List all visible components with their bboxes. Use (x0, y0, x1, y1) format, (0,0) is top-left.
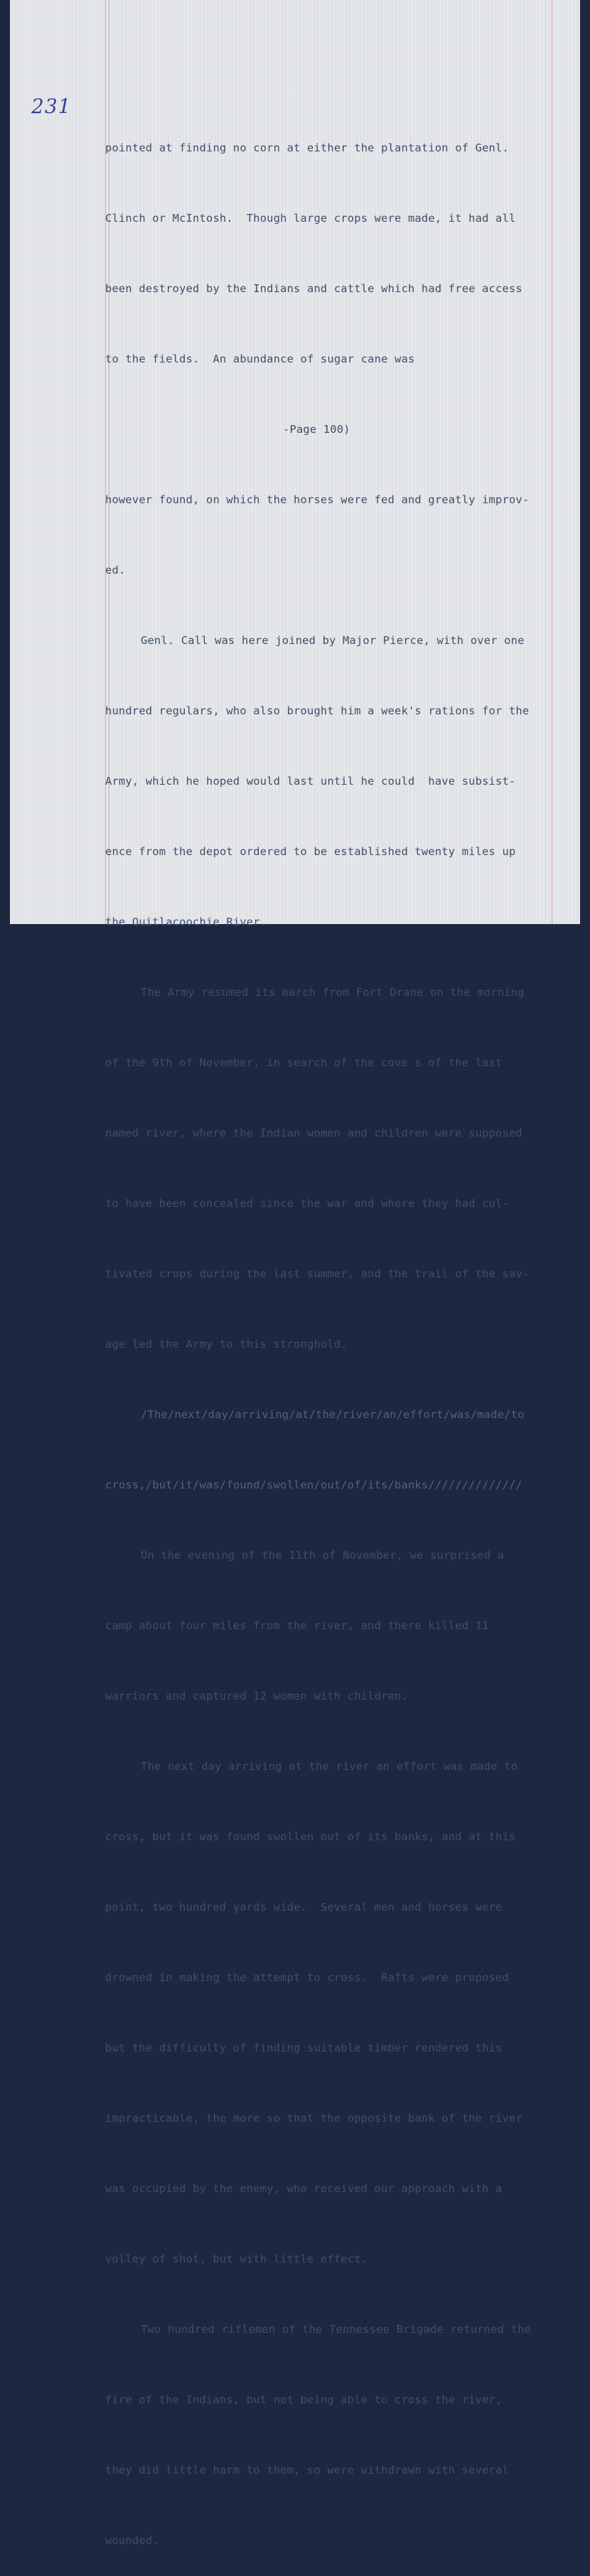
page-marker: -Page 100) (283, 423, 350, 436)
text-line: Genl. Call was here joined by Major Pierce, with over one (141, 634, 525, 647)
text-line: hundred regulars, who also brought him a week's rations for the (105, 704, 530, 717)
text-line: however found, on which the horses were fed and greatly improv- (105, 493, 530, 506)
text-line: volley of shot, but with little effect. (105, 2253, 368, 2265)
struck-through-line: cross,/but/it/was/found/swollen/out/of/its/banks////////////// (105, 1478, 522, 1491)
struck-through-line: /The/next/day/arriving/at/the/river/an/effort/was/made/to (141, 1408, 525, 1421)
text-line: to have been concealed since the war and where they had cul- (105, 1197, 509, 1210)
text-line: they did little harm to them, so were withdrawn with several (105, 2464, 509, 2476)
text-line: ed. (105, 564, 126, 576)
text-line: cross, but it was found swollen out of its banks, and at this (105, 1830, 516, 1843)
text-line: named river, where the Indian women and children were supposed (105, 1127, 522, 1139)
text-line: of the 9th of November, in search of the cove s of the last (105, 1056, 503, 1069)
text-line: camp about four miles from the river, and there killed 11 (105, 1619, 489, 1632)
text-line: been destroyed by the Indians and cattle which had free access (105, 282, 522, 295)
text-line: warriors and captured 12 women with children. (105, 1690, 408, 1702)
text-line: fire of the Indians, but not being able to cross the river, (105, 2393, 503, 2406)
text-line: impracticable, the more so that the opposite bank of the river (105, 2112, 522, 2125)
text-line: the Quitlacoochie River. (105, 916, 267, 928)
text-line: tivated crops during the last summer, and the trail of the sav- (105, 1267, 530, 1280)
text-line: The next day arriving at the river an effort was made to (141, 1760, 518, 1773)
text-line: pointed at finding no corn at either the plantation of Genl. (105, 141, 509, 154)
text-line: On the evening of the 11th of November, we surprised a (141, 1549, 505, 1562)
handwritten-page-number: 231 (31, 95, 72, 118)
text-line: Two hundred riflemen of the Tennessee Brigade returned the (141, 2323, 532, 2336)
text-line: Clinch or McIntosh. Though large crops were made, it had all (105, 212, 516, 225)
text-line: wounded. (105, 2534, 159, 2547)
text-line: but the difficulty of finding suitable timber rendered this (105, 2041, 503, 2054)
text-line: The Army resumed its march from Fort Drane on the morning (141, 986, 525, 999)
text-line: ence from the depot ordered to be established twenty miles up (105, 845, 516, 858)
text-line: Army, which he hoped would last until he could have subsist- (105, 775, 516, 788)
text-line: age led the Army to this stronghold. (105, 1338, 348, 1351)
text-line: drowned in making the attempt to cross. Rafts were proposed (105, 1971, 509, 1984)
text-line: to the fields. An abundance of sugar cane was (105, 353, 415, 365)
text-line: point, two hundred yards wide. Several men and horses were (105, 1901, 503, 1914)
typed-text-body (105, 90, 574, 2576)
text-line: was occupied by the enemy, who received our approach with a (105, 2182, 503, 2195)
